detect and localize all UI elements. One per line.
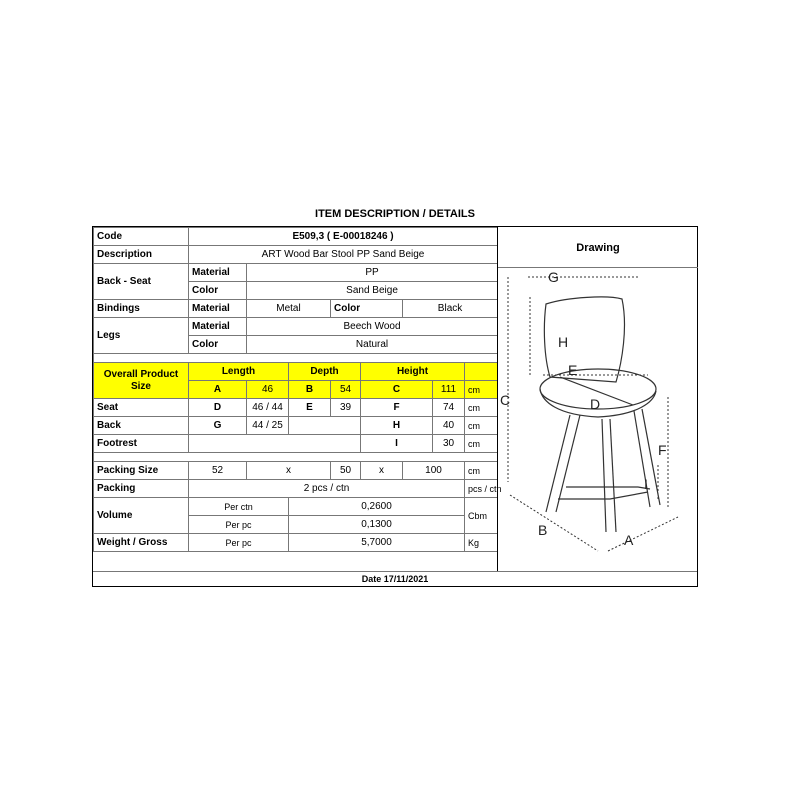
spec-table (93, 227, 502, 552)
packing-size-row (94, 462, 498, 480)
back-label: Back (94, 417, 189, 435)
letter-g: G (548, 269, 559, 285)
length-header: Length (189, 363, 289, 381)
seat-row (94, 399, 498, 417)
h-value: 40 (433, 417, 465, 435)
seat-label: Seat (94, 399, 189, 417)
legs-material: Beech Wood (247, 318, 498, 336)
bindings-row (94, 300, 498, 318)
legs-label: Legs (94, 318, 189, 354)
code-row (94, 228, 498, 246)
code-value: E509,3 ( E-00018246 ) (189, 228, 498, 246)
height-header: Height (361, 363, 465, 381)
description-row (94, 246, 498, 264)
volume-per-pc-label: Per pc (189, 516, 289, 534)
bindings-color-label: Color (331, 300, 403, 318)
volume-unit: Cbm (465, 498, 498, 534)
back-seat-material: PP (247, 264, 498, 282)
back-row (94, 417, 498, 435)
volume-per-ctn: 0,2600 (289, 498, 465, 516)
f-label: F (361, 399, 433, 417)
letter-i: I (644, 476, 648, 492)
code-label: Code (94, 228, 189, 246)
weight-label: Weight / Gross (94, 534, 189, 552)
packing-width: 50 (331, 462, 361, 480)
f-value: 74 (433, 399, 465, 417)
volume-label: Volume (94, 498, 189, 534)
weight-unit: Kg (465, 534, 498, 552)
weight-row (94, 534, 498, 552)
i-value: 30 (433, 435, 465, 453)
back-seat-material-row (94, 264, 498, 282)
packing-label: Packing (94, 480, 189, 498)
weight-per-pc-label: Per pc (189, 534, 289, 552)
g-value: 44 / 25 (247, 417, 289, 435)
letter-c: C (500, 392, 511, 408)
back-seat-color-label: Color (189, 282, 247, 300)
legs-material-row (94, 318, 498, 336)
date-footer: Date 17/11/2021 (93, 571, 697, 587)
letter-h: H (558, 334, 569, 350)
page-title: ITEM DESCRIPTION / DETAILS (315, 208, 475, 220)
overall-size-label: Overall Product Size (94, 363, 189, 399)
bindings-label: Bindings (94, 300, 189, 318)
b-label: B (289, 381, 331, 399)
depth-header: Depth (289, 363, 361, 381)
letter-e: E (568, 362, 578, 378)
letter-b: B (538, 522, 548, 538)
stool-drawing (498, 267, 698, 571)
seat-unit: cm (465, 399, 498, 417)
g-label: G (189, 417, 247, 435)
e-value: 39 (331, 399, 361, 417)
packing-height: 100 (403, 462, 465, 480)
packing-unit: pcs / ctn (465, 480, 498, 498)
letter-d: D (590, 396, 601, 412)
volume-ctn-row (94, 498, 498, 516)
spacer-row (94, 453, 498, 462)
d-value: 46 / 44 (247, 399, 289, 417)
drawing-panel (497, 227, 698, 571)
legs-color-label: Color (189, 336, 247, 354)
letter-a: A (624, 532, 634, 548)
back-seat-color: Sand Beige (247, 282, 498, 300)
legs-color: Natural (247, 336, 498, 354)
spacer-row (94, 354, 498, 363)
d-label: D (189, 399, 247, 417)
footrest-unit: cm (465, 435, 498, 453)
back-unit: cm (465, 417, 498, 435)
c-label: C (361, 381, 433, 399)
packing-row (94, 480, 498, 498)
packing-x1: x (247, 462, 331, 480)
h-label: H (361, 417, 433, 435)
overall-unit: cm (465, 381, 498, 399)
c-value: 111 (433, 381, 465, 399)
back-seat-label: Back - Seat (94, 264, 189, 300)
description-label: Description (94, 246, 189, 264)
e-label: E (289, 399, 331, 417)
a-value: 46 (247, 381, 289, 399)
footrest-label: Footrest (94, 435, 189, 453)
overall-header-row (94, 363, 498, 381)
spec-sheet (92, 226, 698, 587)
volume-per-ctn-label: Per ctn (189, 498, 289, 516)
weight-value: 5,7000 (289, 534, 465, 552)
packing-size-unit: cm (465, 462, 498, 480)
b-value: 54 (331, 381, 361, 399)
packing-x2: x (361, 462, 403, 480)
volume-per-pc: 0,1300 (289, 516, 465, 534)
legs-material-label: Material (189, 318, 247, 336)
description-value: ART Wood Bar Stool PP Sand Beige (189, 246, 498, 264)
bindings-color: Black (403, 300, 498, 318)
a-label: A (189, 381, 247, 399)
packing-length: 52 (189, 462, 247, 480)
footrest-row (94, 435, 498, 453)
bindings-material: Metal (247, 300, 331, 318)
i-label: I (361, 435, 433, 453)
back-seat-material-label: Material (189, 264, 247, 282)
packing-size-label: Packing Size (94, 462, 189, 480)
letter-f: F (658, 442, 667, 458)
drawing-label: Drawing (498, 227, 698, 268)
packing-value: 2 pcs / ctn (189, 480, 465, 498)
bindings-material-label: Material (189, 300, 247, 318)
